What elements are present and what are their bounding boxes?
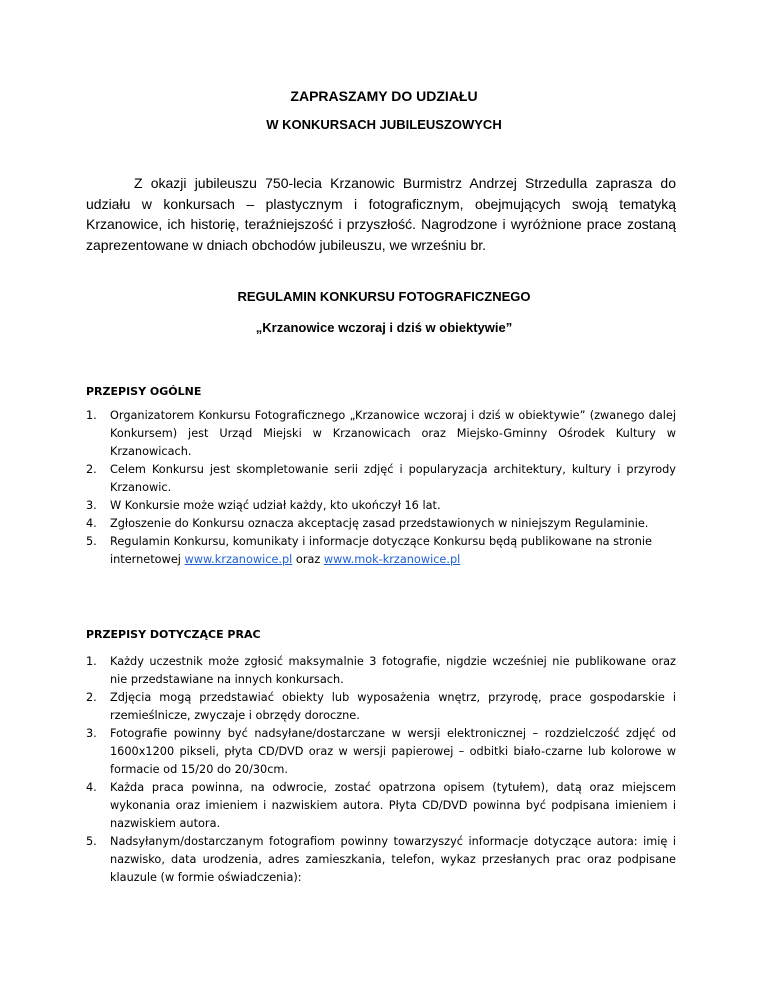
list-item: 3. Fotografie powinny być nadsyłane/dostarczane w wersji elektronicznej – rozdzielczość zdjęć od 1600x1200 pikseli, płyta CD/DVD oraz w wersji papierowej – odbitki biało-czarne lub kolorowe w formacie od 15/20 do 20/30cm. <box>86 727 676 776</box>
contest-title: „Krzanowice wczoraj i dziś w obiektywie” <box>255 320 513 335</box>
link-mok-krzanowice[interactable]: www.mok-krzanowice.pl <box>323 553 461 566</box>
general-rules-list <box>86 407 676 569</box>
list-item: 3. W Konkursie może wziąć udział każdy, kto ukończył 16 lat. <box>86 499 441 512</box>
list-item: 4. Każda praca powinna, na odwrocie, zostać opatrzona opisem (tytułem), datą oraz miejscem wykonania oraz imieniem i nazwiskiem autora. Płyta CD/DVD powinna być podpisana imieniem i nazwiskiem autora. <box>86 781 676 830</box>
link-krzanowice[interactable]: www.krzanowice.pl <box>184 553 293 566</box>
list-item: 1. Każdy uczestnik może zgłosić maksymalnie 3 fotografie, nigdzie wcześniej nie publikowane oraz nie przedstawiane na innych konkursach. <box>86 655 676 686</box>
section-works-title: PRZEPISY DOTYCZĄCE PRAC <box>86 628 261 641</box>
list-item: 2. Zdjęcia mogą przedstawiać obiekty lub wyposażenia wnętrz, przyrodę, prace gospodarskie i rzemieślnicze, zwyczaje i obrzędy doroczne. <box>86 691 676 722</box>
list-item: 5. Nadsyłanym/dostarczanym fotografiom powinny towarzyszyć informacje dotyczące autora: imię i nazwisko, data urodzenia, adres zamieszkania, telefon, wykaz przesłanych prac oraz podpisane klauzule (w formie oświadczenia): <box>86 835 676 884</box>
intro-paragraph: Z okazji jubileuszu 750-lecia Krzanowic Burmistrz Andrzej Strzedulla zaprasza do udziału w konkursach – plastycznym i fotograficznym, obejmujących swoją tematyką Krzanowice, ich historię, teraźniejszość i przyszłość. Nagrodzone i wyróżnione prace zostaną zaprezentowane w dniach obchodów jubileuszu, we wrześniu br. <box>86 175 676 253</box>
list-item: 5. Regulamin Konkursu, komunikaty i informacje dotyczące Konkursu będą publikowane na stronie internetowej www.krzanowice.pl oraz www.mok-krzanowice.pl <box>86 535 652 566</box>
heading-invitation: ZAPRASZAMY DO UDZIAŁU <box>290 88 478 104</box>
list-item: 1. Organizatorem Konkursu Fotograficznego „Krzanowice wczoraj i dziś w obiektywie” (zwanego dalej Konkursem) jest Urząd Miejski w Krzanowicach oraz Miejsko-Gminny Ośrodek Kultury w Krzanowicach. <box>86 409 676 458</box>
list-item: 4. Zgłoszenie do Konkursu oznacza akceptację zasad przedstawionych w niniejszym Regulaminie. <box>86 517 649 530</box>
heading-regulamin: REGULAMIN KONKURSU FOTOGRAFICZNEGO <box>237 289 531 304</box>
section-general-title: PRZEPISY OGÓLNE <box>86 385 202 398</box>
works-rules-list <box>86 653 676 887</box>
heading-jubilee-contests: W KONKURSACH JUBILEUSZOWYCH <box>266 117 502 132</box>
list-item: 2. Celem Konkursu jest skompletowanie serii zdjęć i popularyzacja architektury, kultury i przyrody Krzanowic. <box>86 463 676 494</box>
